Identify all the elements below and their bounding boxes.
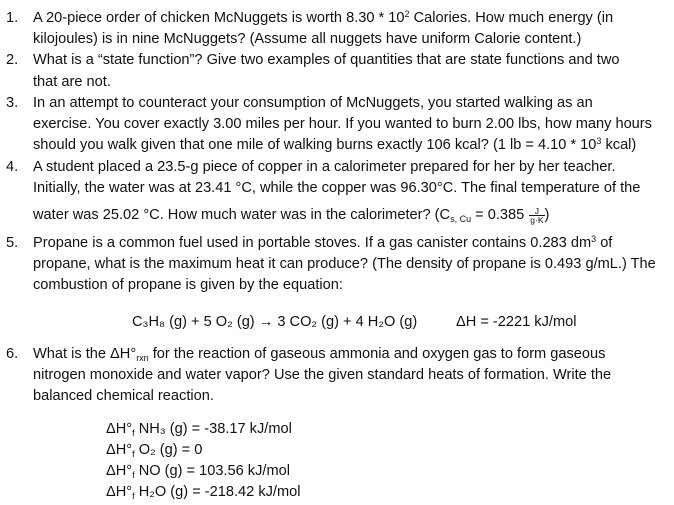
question-number: 4. [6, 159, 19, 175]
question-number: 2. [6, 52, 19, 68]
question-number: 5. [6, 235, 19, 251]
question-number: 1. [6, 10, 19, 26]
question-text-line: A 20-piece order of chicken McNuggets is worth $8.30 * 10^2$ Calories. How much energy (in [33, 9, 614, 26]
heat-of-formation-item: $\Delta H^\circ_f$ NH₃ (g) = -38.17 kJ/mol [106, 421, 292, 438]
heat-of-formation-item: $\Delta H^\circ_f$ NO (g) = 103.56 kJ/mol [106, 463, 290, 480]
question-text-line: A student placed a 23.5-g piece of copper in a calorimeter prepared for her by her teacher. [33, 159, 616, 175]
question-text-line: that are not. [33, 74, 111, 90]
question-text-line: balanced chemical reaction. [33, 388, 214, 404]
question-text-line: What is the $\Delta H^\circ_{rxn}$ for the reaction of gaseous ammonia and oxygen gas to form gaseous [33, 346, 606, 363]
question-text-line: propane, what is the maximum heat it can produce? (The density of propane is 0.493 g/mL.) The [33, 256, 656, 272]
question-text-line: water was 25.02 °C. How much water was in the calorimeter? ($C_{s, Cu} = 0.385$ $\frac{J}{g\cdot K}$ ) [33, 205, 550, 225]
reaction-equation: C₃H₈ (g) + 5 O₂ (g) → 3 CO₂ (g) + 4 H₂O (g) [132, 314, 418, 330]
question-text-line: exercise. You cover exactly 3.00 miles per hour. If you wanted to burn 2.00 lbs, how many hours [33, 116, 652, 132]
question-text-line: Propane is a common fuel used in portable stoves. If a gas canister contains 0.283 $dm^3$ of [33, 234, 613, 251]
question-text-line: nitrogen monoxide and water vapor? Use the given standard heats of formation. Write the [33, 367, 612, 383]
question-text-line: Initially, the water was at 23.41 °C, while the copper was 96.30°C. The final temperature of the [33, 180, 641, 196]
question-text-line: What is a “state function”? Give two examples of quantities that are state functions and two [33, 52, 620, 68]
question-number: 6. [6, 346, 19, 362]
heat-of-formation-item: $\Delta H^\circ_f$ H₂O (g) = -218.42 kJ/mol [106, 484, 301, 501]
question-text-line: In an attempt to counteract your consumption of McNuggets, you started walking as an [33, 95, 593, 111]
question-text-line: kilojoules) is in nine McNuggets? (Assume all nuggets have uniform Calorie content.) [33, 31, 582, 47]
heat-of-formation-item: $\Delta H^\circ_f$ O₂ (g) = 0 [106, 442, 203, 459]
question-number: 3. [6, 95, 19, 111]
enthalpy-value: ΔH = -2221 kJ/mol [456, 314, 577, 330]
unit-fraction: $\frac{J}{g\cdot K}$ [530, 205, 544, 225]
question-text-line: combustion of propane is given by the equation: [33, 277, 343, 293]
question-text-line: should you walk given that one mile of walking burns exactly 106 kcal? (1 lb = $4.10 * 10^3$ kcal) [33, 136, 637, 153]
